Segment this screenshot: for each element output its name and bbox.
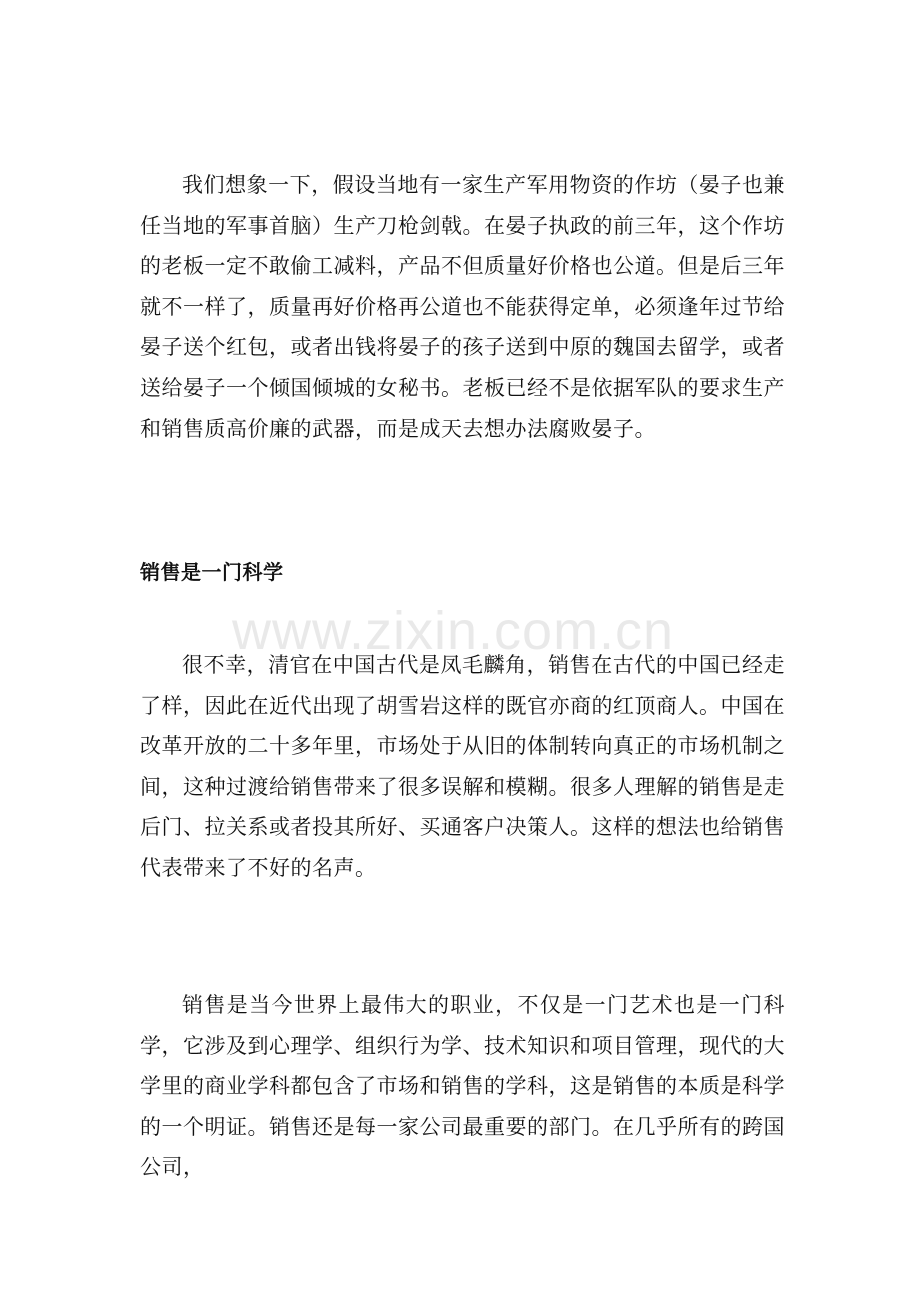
paragraph-2: 很不幸，清官在中国古代是凤毛麟角，销售在古代的中国已经走了样，因此在近代出现了胡雪岩这样的既官亦商的红顶商人。中国在改革开放的二十多年里，市场处于从旧的体制转向真正的市场机制之间，这种过渡给销售带来了很多误解和模糊。很多人理解的销售是走后门、拉关系或者投其所好、买通客户决策人。这样的想法也给销售代表带来了不好的名声。	[140, 653, 785, 880]
watermark: www.zixin.com.cn	[232, 601, 675, 661]
section-heading: 销售是一门科学	[140, 560, 284, 584]
paragraph-3: 销售是当今世界上最伟大的职业，不仅是一门艺术也是一门科学，它涉及到心理学、组织行为学、技术知识和项目管理，现代的大学里的商业学科都包含了市场和销售的学科，这是销售的本质是科学的一个明证。销售还是每一家公司最重要的部门。在几乎所有的跨国公司，	[140, 993, 785, 1180]
paragraph-1: 我们想象一下，假设当地有一家生产军用物资的作坊（晏子也兼任当地的军事首脑）生产刀枪剑戟。在晏子执政的前三年，这个作坊的老板一定不敢偷工减料，产品不但质量好价格也公道。但是后三年就不一样了，质量再好价格再公道也不能获得定单，必须逢年过节给晏子送个红包，或者出钱将晏子的孩子送到中原的魏国去留学，或者送给晏子一个倾国倾城的女秘书。老板已经不是依据军队的要求生产和销售质高价廉的武器，而是成天去想办法腐败晏子。	[140, 173, 785, 441]
